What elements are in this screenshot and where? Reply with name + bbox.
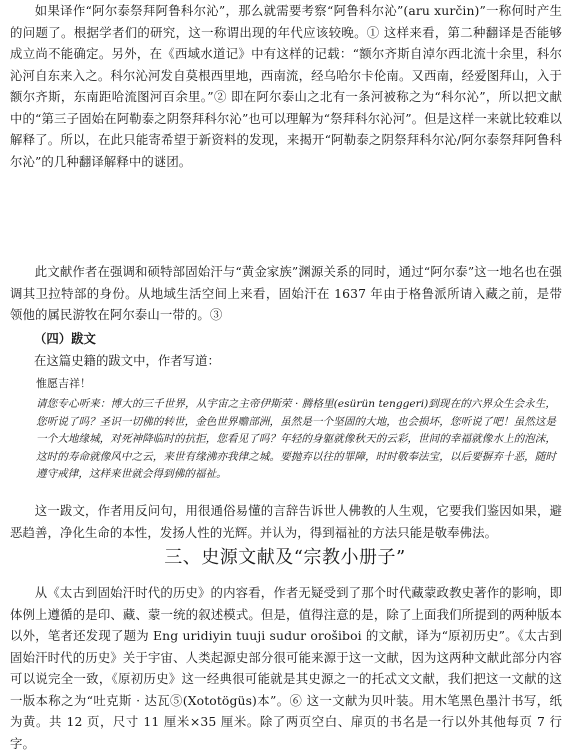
postscript-quote: 请您专心听来：博大的三千世界，从宇宙之主帝伊斯荣 · 腾格里(esürün tenggeri)到现在的六界众生会永生，您听说了吗？圣识一切佛的转世，金色世界赡部洲，虽然是一个坚固的大地，也会损坏，您听说了吧！虽然这是一个大地缘城，对死神降临时的抗拒，您看见了吗？年轻的身躯就像秋天的云彩，世间的幸福就像水上的泡沫，这时的寿命就像风中之云，来世有缘沸亦我律之城。要抛弃以往的罪障，时时敬奉法宝，以后要摒弃十恶，随时遵守戒律，这样来世就会得到佛的福祉。 <box>36 398 556 481</box>
postscript-lead: 在这篇史籍的跋文中，作者写道： <box>34 353 220 368</box>
paragraph-aru-xurcin: 如果译作“阿尔泰祭拜阿鲁科尔沁”，那么就需要考察“阿鲁科尔沁”(aru xurčin)”一称何时产生的问题了。根据学者们的研究，这一称谓出现的年代应该较晚。① 这样来看，第二种翻译是否能够成立尚不能确定。另外，在《西域水道记》中有这样的记载：“额尔齐斯自淖尔西北流十余里，科尔沁河自东来入之。科尔沁河发自莫根西里地，西南流，经乌哈尔卡伦南。又西南，经爱图拜山，入于额尔齐斯，东南距哈流图河百余里。”② 即在阿尔泰山之北有一条河被称之为“科尔沁”，所以把文献中的“第三子固始在阿勒泰之阴祭拜科尔沁”也可以理解为“祭拜科尔沁河”。但是这样一来就比较难以解释了。所以，在此只能寄希望于新资料的发现，来揭开“阿勒泰之阴祭拜科尔沁/阿尔泰祭拜阿鲁科尔沁”的几种翻译解释中的谜团。 <box>10 3 562 169</box>
section-title: 三、史源文献及“宗教小册子” <box>164 547 406 568</box>
quote-heading: 惟愿吉祥！ <box>36 377 91 390</box>
paragraph-postscript-comment: 这一跋文，作者用反问句，用很通俗易懂的言辞告诉世人佛教的人生观，它要我们鉴因如果，避恶趋善，净化生命的本性，发扬人性的光辉。并认为，得到福祉的方法只能是敬奉佛法。 <box>10 503 562 540</box>
postscript-heading: （四）跋文 <box>34 331 96 346</box>
paragraph-sources: 从《太古到固始汗时代的历史》的内容看，作者无疑受到了那个时代藏蒙政教史著作的影响，即体例上遵循的是印、藏、蒙一统的叙述模式。但是，值得注意的是，除了上面我们所提到的两种版本以外，笔者还发现了题为 Eng uridiyin tuuji sudur orošiboi 的文献，译为“原初历史”。《太古到固始汗时代的历史》关于宇宙、人类起源史部分很可能来源于这一文献，因为这两种文献此部分内容可以说完全一致，《原初历史》这一经典很可能就是其史源之一的托忒文文献，我们把这一文献的这一版本称之为“吐克斯 · 达瓦⑤(Xototögüs)本”。⑥ 这一文献为贝叶装。用木笔黑色墨汁书写，纸为黄。共 12 页，尺寸 11 厘米×35 厘米。除了两页空白、扉页的书名是一行以外其他每页 7 行字。 <box>10 585 562 751</box>
paragraph-gushi-khan: 此文献作者在强调和硕特部固始汗与“黄金家族”渊源关系的同时，通过“阿尔泰”这一地名也在强调其卫拉特部的身份。从地域生活空间上来看，固始汗在 1637 年由于格鲁派所请入藏之前，是带领他的属民游牧在阿尔泰山一带的。③ <box>10 264 562 322</box>
